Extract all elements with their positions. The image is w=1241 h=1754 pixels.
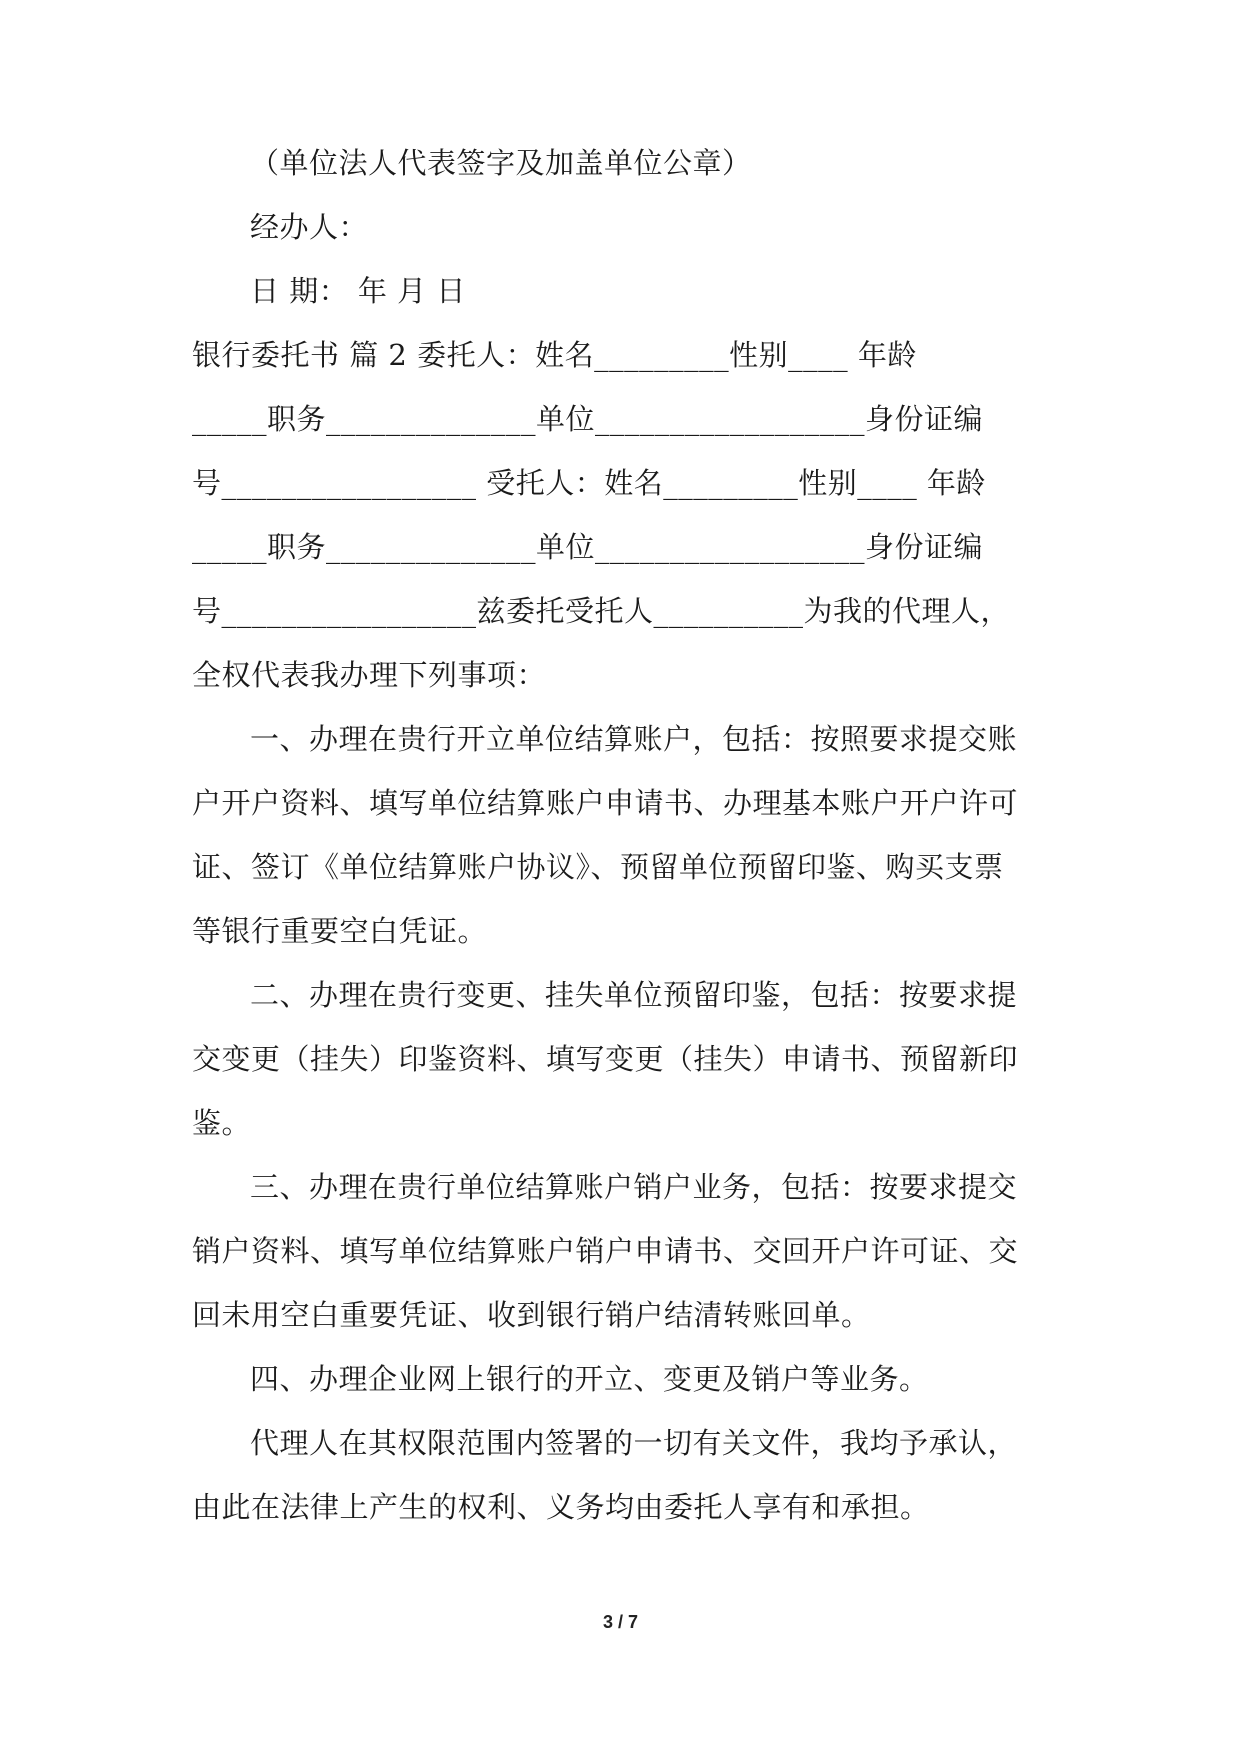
- body-line: 全权代表我办理下列事项：: [192, 658, 547, 692]
- item-two-line: 二、办理在贵行变更、挂失单位预留印鉴，包括：按要求提: [250, 978, 1018, 1012]
- page-number: 3 / 7: [602, 1612, 639, 1632]
- item-four-line: 四、办理企业网上银行的开立、变更及销户等业务。: [250, 1362, 929, 1396]
- body-line: _____职务______________单位__________________身份证编: [192, 402, 984, 436]
- closing-line: 由此在法律上产生的权利、义务均由委托人享有和承担。: [192, 1490, 930, 1524]
- closing-line: 代理人在其权限范围内签署的一切有关文件，我均予承认，: [250, 1426, 1018, 1460]
- item-one-line: 户开户资料、填写单位结算账户申请书、办理基本账户开户许可: [192, 786, 1019, 820]
- signature-note: （单位法人代表签字及加盖单位公章）: [250, 146, 752, 180]
- item-one-line: 证、签订《单位结算账户协议》、预留单位预留印鉴、购买支票: [192, 850, 1004, 884]
- date-line: 日 期： 年 月 日: [250, 274, 466, 308]
- item-two-line: 交变更（挂失）印鉴资料、填写变更（挂失）申请书、预留新印: [192, 1042, 1019, 1076]
- body-line: _____职务______________单位__________________身份证编: [192, 530, 984, 564]
- item-three-line: 回未用空白重要凭证、收到银行销户结清转账回单。: [192, 1298, 871, 1332]
- body-line: 银行委托书 篇 2 委托人：姓名_________性别____ 年龄: [192, 338, 917, 372]
- item-one-line: 等银行重要空白凭证。: [192, 914, 488, 948]
- body-line: 号_________________ 受托人：姓名_________性别____ 年龄: [192, 466, 986, 500]
- item-three-line: 三、办理在贵行单位结算账户销户业务，包括：按要求提交: [250, 1170, 1018, 1204]
- item-three-line: 销户资料、填写单位结算账户销户申请书、交回开户许可证、交: [192, 1234, 1019, 1268]
- item-one-line: 一、办理在贵行开立单位结算账户，包括：按照要求提交账: [250, 722, 1018, 756]
- body-line: 号_________________兹委托受托人__________为我的代理人，: [192, 594, 1011, 628]
- handler-label: 经办人：: [250, 210, 369, 244]
- item-two-line: 鉴。: [192, 1106, 252, 1140]
